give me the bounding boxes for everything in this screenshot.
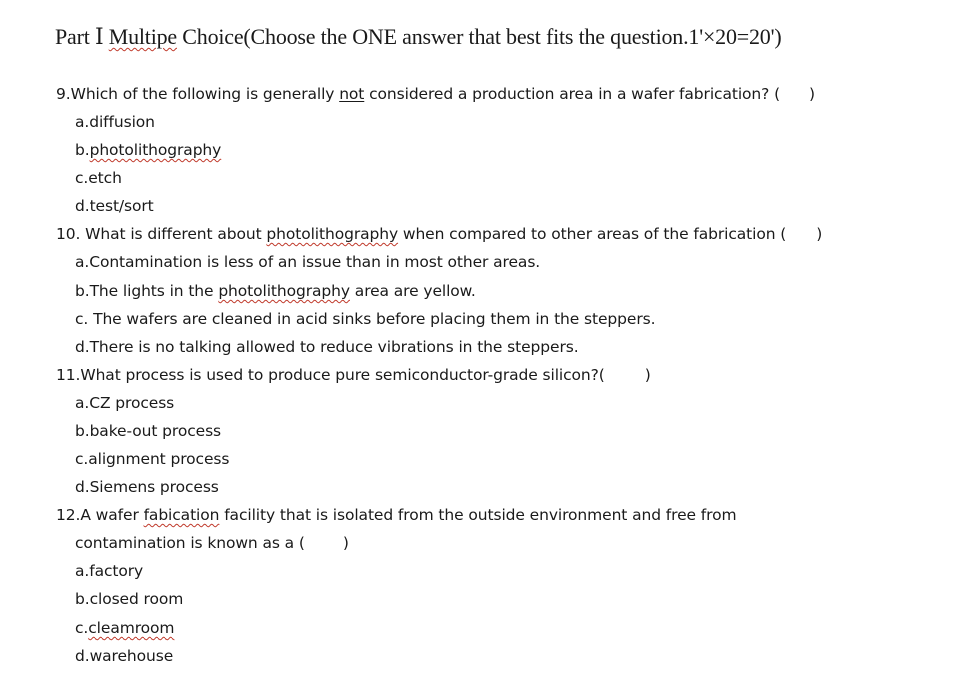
heading-misspelled-word: Multipe — [108, 24, 177, 49]
question-9: 9.Which of the following is generally not considered a production area in a wafer fabrication? ( ) — [56, 85, 815, 103]
q11-option-c: c.alignment process — [75, 450, 230, 468]
answer-blank-close: ) — [809, 85, 815, 103]
heading-instructions: Choice(Choose the ONE answer that best fits the question.1'×20=20') — [177, 24, 782, 49]
q12-option-a: a.factory — [75, 562, 144, 580]
question-9-emphasis: not — [339, 85, 365, 103]
q9-option-b: b.photolithography — [75, 141, 222, 159]
q10-option-b: b.The lights in the photolithography area are yellow. — [75, 282, 476, 300]
question-11: 11.What process is used to produce pure semiconductor-grade silicon?( ) — [56, 366, 651, 384]
q11-option-a: a.CZ process — [75, 394, 175, 412]
q10-option-c: c. The wafers are cleaned in acid sinks before placing them in the steppers. — [75, 310, 656, 328]
q11-option-b: b.bake-out process — [75, 422, 222, 440]
q9-option-d: d.test/sort — [75, 197, 154, 215]
section-heading — [55, 24, 781, 50]
question-10: 10. What is different about photolithography when compared to other areas of the fabrication ( ) — [56, 225, 823, 243]
heading-part: Part Ⅰ — [55, 24, 109, 49]
question-12-continued: contamination is known as a ( ) — [75, 534, 349, 552]
answer-blank-close: ) — [342, 534, 349, 552]
answer-blank-close: ) — [816, 225, 823, 243]
q9-option-a: a.diffusion — [75, 113, 155, 131]
q9-option-c: c.etch — [75, 169, 122, 187]
q12-option-d: d.warehouse — [75, 647, 174, 665]
q10-option-d: d.There is no talking allowed to reduce vibrations in the steppers. — [75, 338, 579, 356]
q12-option-b: b.closed room — [75, 590, 184, 608]
q12-option-c: c.cleamroom — [75, 619, 175, 637]
q10-option-a: a.Contamination is less of an issue than in most other areas. — [75, 253, 541, 271]
question-12: 12.A wafer fabication facility that is isolated from the outside environment and free from — [56, 506, 737, 524]
q11-option-d: d.Siemens process — [75, 478, 219, 496]
answer-blank-close: ) — [644, 366, 651, 384]
